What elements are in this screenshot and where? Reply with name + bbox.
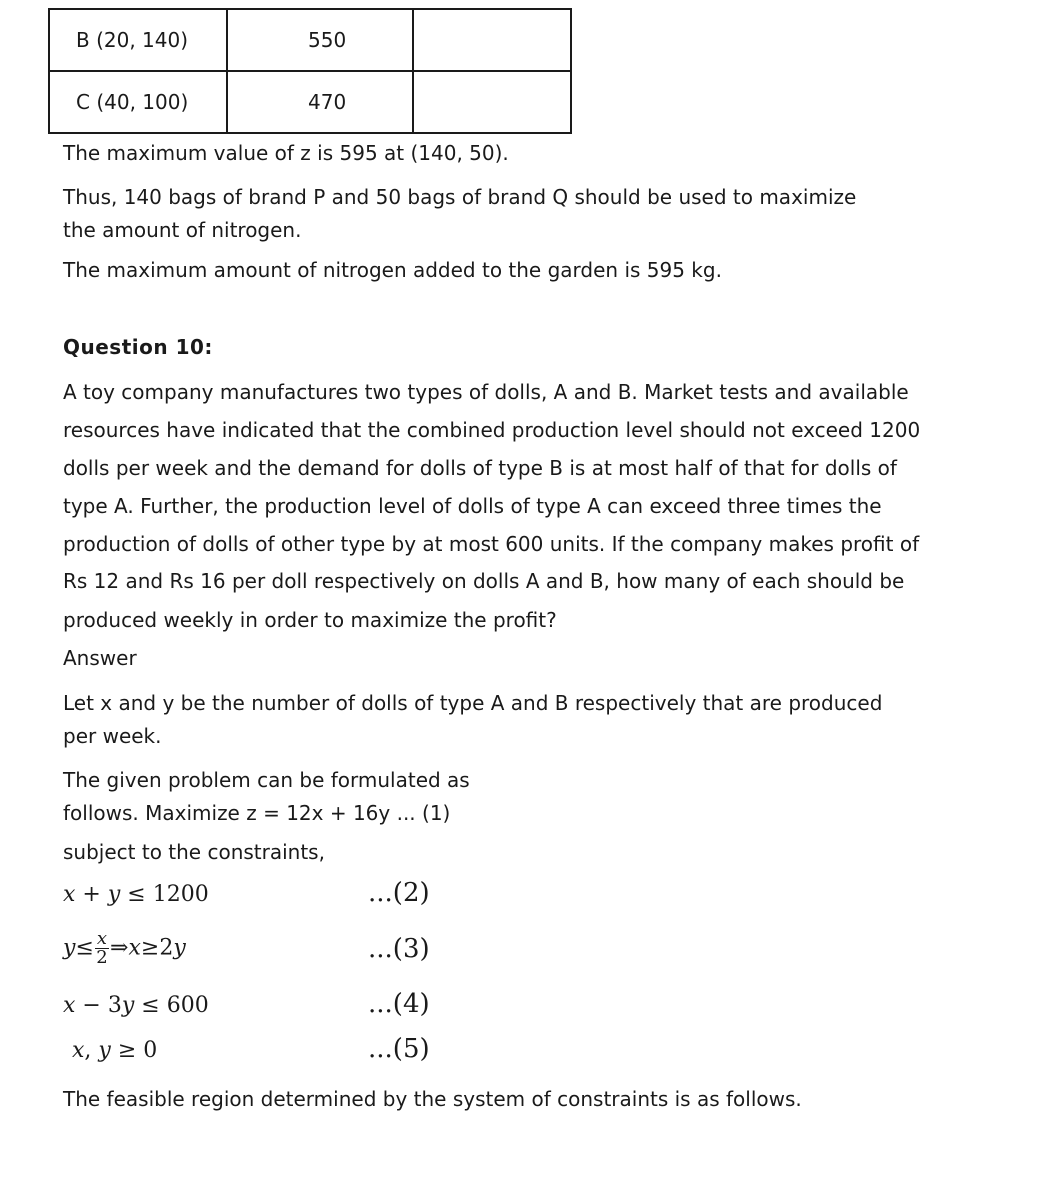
constraint-4: x − 3y ≤ 600 — [63, 993, 209, 1018]
answer-label: Answer — [63, 646, 137, 670]
constraint-4-tag: ...(4) — [368, 989, 430, 1019]
question-line-2: resources have indicated that the combined production level should not exceed 1200 — [63, 418, 921, 442]
z-value-cell: 470 — [227, 71, 413, 133]
constraint-2-tag: ...(2) — [368, 878, 430, 908]
max-value-text: The maximum value of z is 595 at (140, 50). — [63, 141, 509, 165]
z-value-cell: 550 — [227, 9, 413, 71]
answer-line-1: Let x and y be the number of dolls of type A and B respectively that are produced — [63, 691, 883, 715]
question-line-7: produced weekly in order to maximize the profit? — [63, 608, 557, 632]
conclusion-line-2: the amount of nitrogen. — [63, 218, 302, 242]
feasible-region-text: The feasible region determined by the system of constraints is as follows. — [63, 1087, 802, 1111]
empty-cell — [413, 71, 571, 133]
constraint-3-tag: ...(3) — [368, 934, 430, 964]
empty-cell — [413, 9, 571, 71]
question-line-3: dolls per week and the demand for dolls of type B is at most half of that for dolls of — [63, 456, 897, 480]
corner-point-cell: C (40, 100) — [49, 71, 227, 133]
max-amount-text: The maximum amount of nitrogen added to the garden is 595 kg. — [63, 258, 722, 282]
conclusion-line-1: Thus, 140 bags of brand P and 50 bags of brand Q should be used to maximize — [63, 185, 857, 209]
table-row — [49, 9, 571, 71]
constraint-3: y≤ $\frac{x}{2}$ ⇒x≥2y — [63, 928, 186, 968]
question-line-5: production of dolls of other type by at most 600 units. If the company makes profit of — [63, 532, 920, 556]
question-heading: Question 10: — [63, 335, 213, 359]
constraint-2: x + y ≤ 1200 — [63, 882, 209, 907]
answer-line-2: per week. — [63, 724, 162, 748]
constraints-intro: subject to the constraints, — [63, 840, 325, 864]
question-line-6: Rs 12 and Rs 16 per doll respectively on dolls A and B, how many of each should be — [63, 569, 905, 593]
formulation-line-2: follows. Maximize z = 12x + 16y ... (1) — [63, 801, 451, 825]
corner-point-cell: B (20, 140) — [49, 9, 227, 71]
constraint-5-tag: ...(5) — [368, 1034, 430, 1064]
question-line-4: type A. Further, the production level of dolls of type A can exceed three times the — [63, 494, 882, 518]
question-line-1: A toy company manufactures two types of dolls, A and B. Market tests and available — [63, 380, 909, 404]
constraint-5: x, y ≥ 0 — [72, 1038, 158, 1063]
vertex-value-table — [48, 8, 572, 134]
table-row — [49, 71, 571, 133]
fraction: $\frac{x}{2}$ — [96, 928, 108, 968]
formulation-line-1: The given problem can be formulated as — [63, 768, 470, 792]
